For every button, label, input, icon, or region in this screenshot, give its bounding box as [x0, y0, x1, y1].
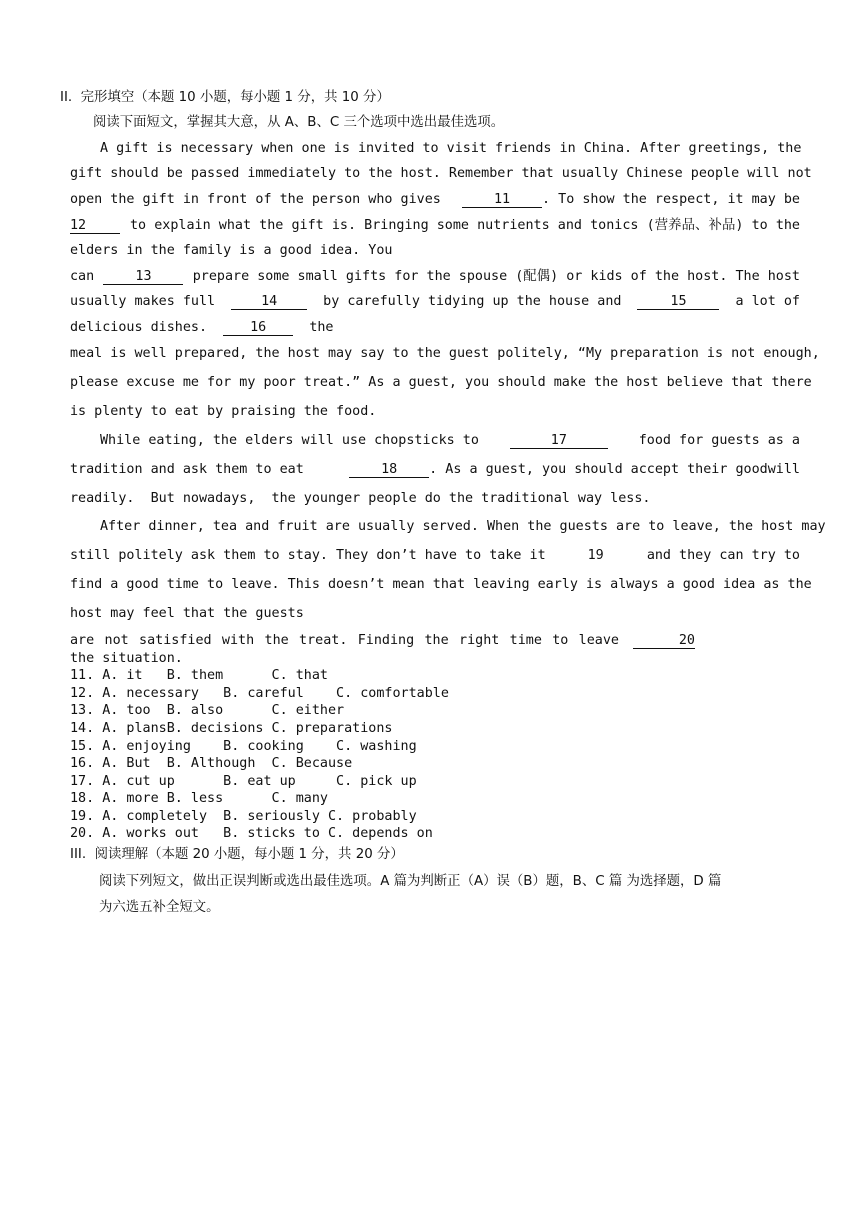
blank-17: 17 [510, 433, 608, 449]
section-3-heading: III. 阅读理解（本题 20 小题，每小题 1 分，共 20 分） [70, 847, 404, 862]
passage-text: While eating, the elders will use chopsticks to [100, 433, 479, 448]
passage-line: After dinner, tea and fruit are usually served. When the guests are to leave, the host may [100, 519, 826, 534]
passage-text: to explain what the gift is. Bringing some nutrients and tonics (营养品、补品) to the [130, 218, 800, 233]
passage-text: the [309, 320, 334, 335]
passage-text: delicious dishes. [70, 320, 208, 335]
passage-line [70, 433, 800, 449]
passage-line [70, 633, 695, 649]
passage-text: a lot of [735, 294, 800, 309]
blank-15: 15 [637, 294, 719, 310]
passage-text: . As a guest, you should accept their goodwill [429, 462, 800, 477]
passage-text: open the gift in front of the person who gives [70, 192, 441, 207]
blank-19: 19 [587, 548, 604, 563]
passage-line: elders in the family is a good idea. You [70, 243, 393, 258]
passage-text: are not satisfied with the treat. Finding the right time to leave [70, 633, 619, 648]
blank-13: 13 [103, 269, 183, 285]
passage-line: A gift is necessary when one is invited to visit friends in China. After greetings, the [100, 141, 802, 156]
option-row: 18. A. more B. less C. many [70, 791, 328, 806]
option-row: 17. A. cut up B. eat up C. pick up [70, 774, 417, 789]
passage-text: can [70, 269, 95, 284]
passage-line [70, 548, 800, 564]
passage-text-with-blank [349, 462, 800, 478]
passage-line [70, 462, 800, 478]
option-row: 11. A. it B. them C. that [70, 668, 328, 683]
option-row: 16. A. But B. Although C. Because [70, 756, 353, 771]
blank-18: 18 [349, 462, 429, 478]
passage-line [70, 218, 800, 234]
blank-11: 11 [462, 192, 542, 208]
passage-text: and they can try to [646, 548, 800, 563]
section-2-heading: II. 完形填空（本题 10 小题，每小题 1 分，共 10 分） [60, 90, 390, 105]
passage-text: prepare some small gifts for the spouse (配偶) or kids of the host. The host [192, 269, 800, 284]
option-row: 19. A. completely B. seriously C. probably [70, 809, 417, 824]
passage-line: readily. But nowadays, the younger people do the traditional way less. [70, 491, 651, 506]
option-row: 14. A. plansB. decisions C. preparations [70, 721, 393, 736]
passage-line: please excuse me for my poor treat.” As a guest, you should make the host believe that there [70, 375, 812, 390]
passage-line: the situation. [70, 651, 183, 666]
section-3-instruction-line-2: 为六选五补全短文。 [99, 900, 220, 915]
blank-14: 14 [231, 294, 307, 310]
passage-line: gift should be passed immediately to the host. Remember that usually Chinese people will not [70, 166, 812, 181]
option-row: 15. A. enjoying B. cooking C. washing [70, 739, 417, 754]
blank-20: 20 [633, 633, 695, 649]
passage-text: food for guests as a [638, 433, 800, 448]
passage-text: tradition and ask them to eat [70, 462, 304, 477]
option-row: 20. A. works out B. sticks to C. depends on [70, 826, 433, 841]
passage-line [70, 192, 800, 208]
passage-text: usually makes full [70, 294, 216, 309]
passage-text: . To show the respect, it may be [542, 192, 800, 207]
passage-line: find a good time to leave. This doesn’t mean that leaving early is always a good idea as the [70, 577, 812, 592]
passage-text: still politely ask them to stay. They don’t have to take it [70, 548, 546, 563]
passage-line [70, 320, 334, 336]
passage-text-with-blank [462, 192, 800, 208]
passage-line [70, 269, 800, 285]
blank-16: 16 [223, 320, 293, 336]
passage-line [70, 294, 800, 310]
option-row: 13. A. too B. also C. either [70, 703, 345, 718]
passage-line: is plenty to eat by praising the food. [70, 404, 377, 419]
blank-12: 12 [70, 218, 120, 234]
passage-line: host may feel that the guests [70, 606, 304, 621]
section-2-instruction: 阅读下面短文，掌握其大意，从 A、B、C 三个选项中选出最佳选项。 [93, 115, 505, 130]
section-3-instruction-line-1: 阅读下列短文，做出正误判断或选出最佳选项。A 篇为判断正（A）误（B）题，B、C 篇 为选择题，D 篇 [99, 874, 722, 889]
option-row: 12. A. necessary B. careful C. comfortable [70, 686, 449, 701]
passage-line: meal is well prepared, the host may say to the guest politely, “My preparation is not enough, [70, 346, 820, 361]
passage-text: by carefully tidying up the house and [323, 294, 622, 309]
